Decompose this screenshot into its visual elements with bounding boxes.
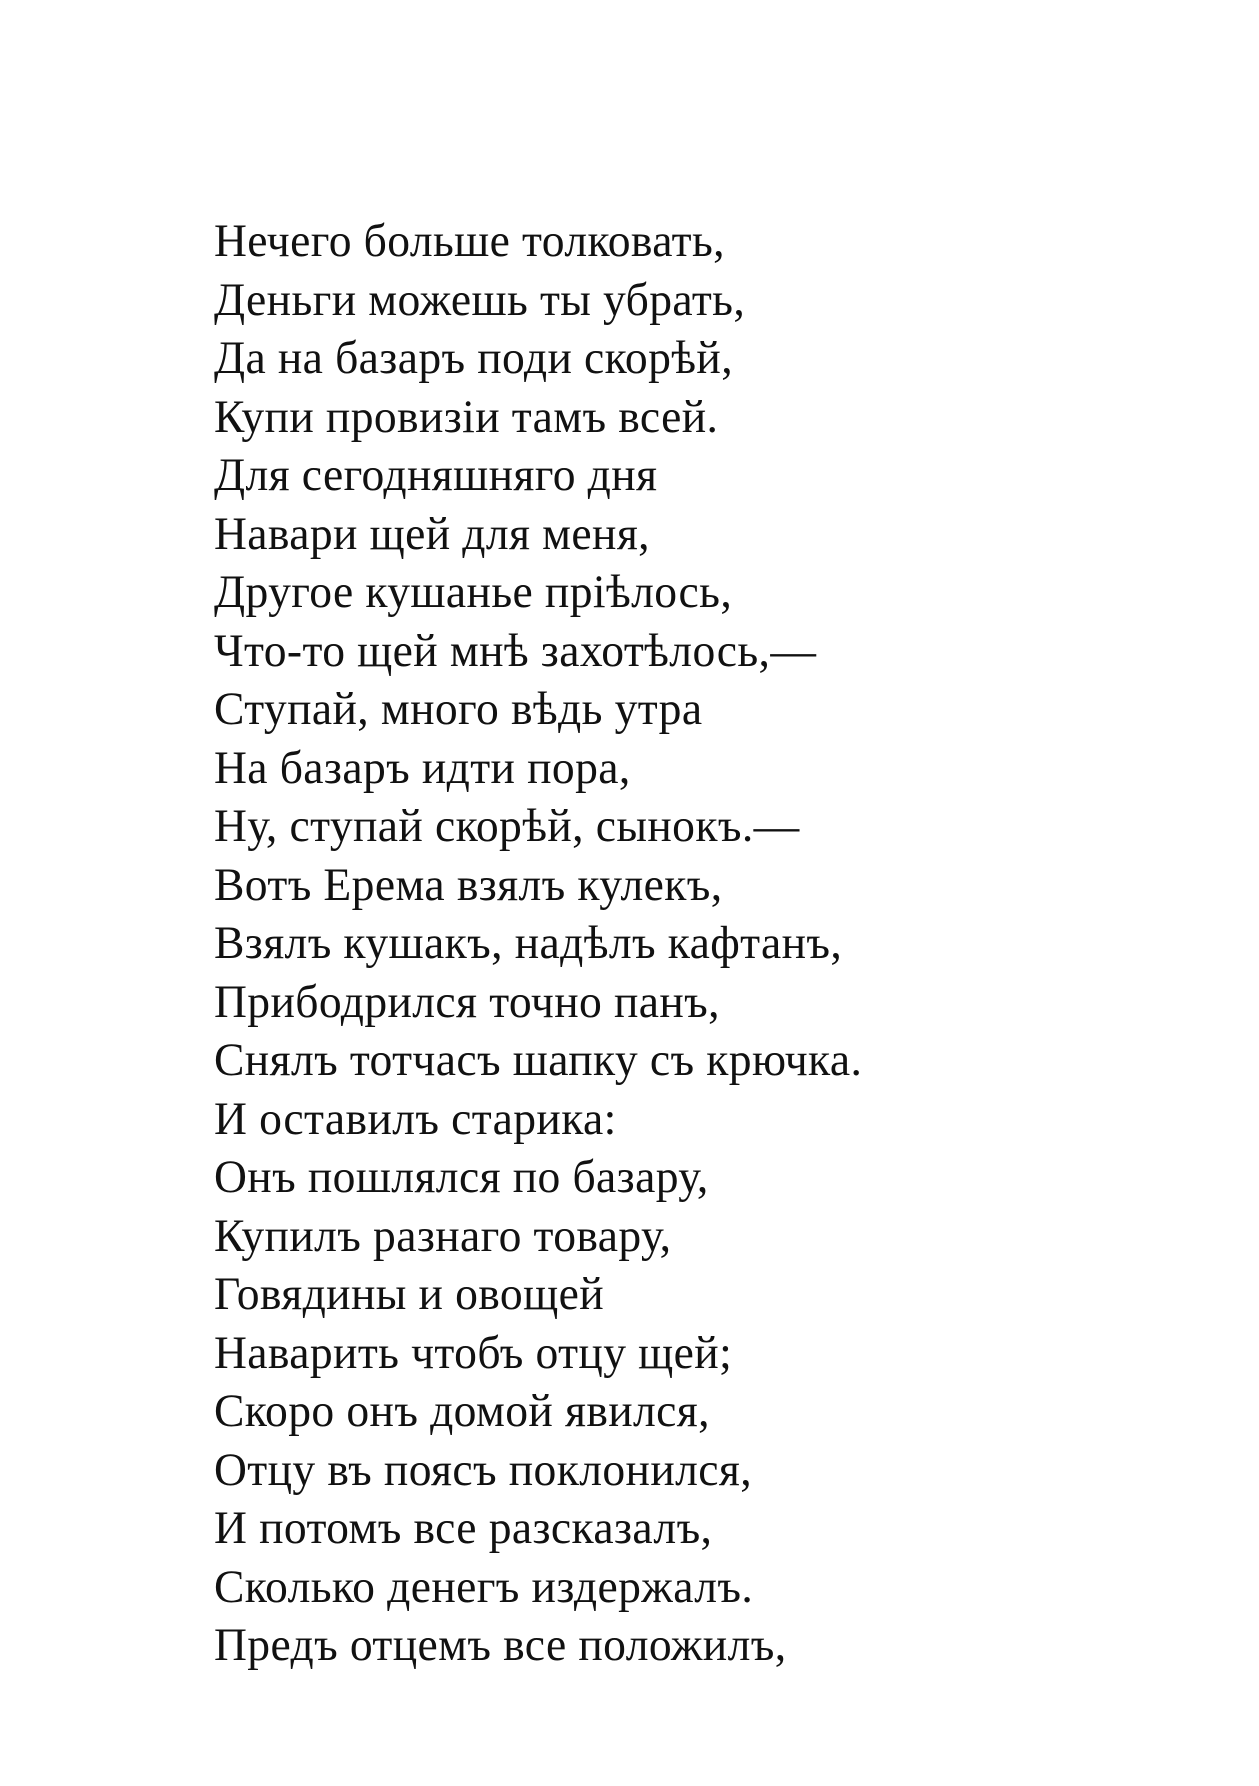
poem-line: Ну, ступай скорѣй, сынокъ.— <box>214 800 800 852</box>
poem-line: Купилъ разнаго товару, <box>214 1209 672 1262</box>
poem-line: Предъ отцемъ все положилъ, <box>214 1619 787 1671</box>
poem-line: Да на базаръ поди скорѣй, <box>214 332 733 384</box>
poem-line: Сколько денегъ издержалъ. <box>214 1560 754 1613</box>
poem-line: Ступай, много вѣдь утра <box>214 683 703 735</box>
poem-text <box>214 212 1214 1675</box>
poem-line: Навари щей для меня, <box>214 507 650 560</box>
poem-line: Наварить чтобъ отцу щей; <box>214 1326 733 1379</box>
poem-line: Взялъ кушакъ, надѣлъ кафтанъ, <box>214 917 843 969</box>
poem-line: На базаръ идти пора, <box>214 741 631 794</box>
poem-line: Деньги можешь ты убрать, <box>214 273 746 326</box>
poem-line: Нечего больше толковать, <box>214 215 725 267</box>
poem-line: Что-то щей мнѣ захотѣлось,— <box>214 624 817 677</box>
poem-line: Онъ пошлялся по базару, <box>214 1151 709 1203</box>
poem-line: Для сегодняшняго дня <box>214 449 658 501</box>
poem-line: И потомъ все разсказалъ, <box>214 1502 713 1554</box>
poem-line: Прибодрился точно панъ, <box>214 975 720 1028</box>
poem-line: Купи провизіи тамъ всей. <box>214 390 719 443</box>
poem-line: Отцу въ поясъ поклонился, <box>214 1443 753 1496</box>
poem-line: Другое кушанье пріѣлось, <box>214 566 733 618</box>
poem-line: Скоро онъ домой явился, <box>214 1385 710 1437</box>
poem-line: Снялъ тотчасъ шапку съ крючка. <box>214 1034 863 1086</box>
poem-line: И оставилъ старика: <box>214 1092 617 1145</box>
poem-line: Вотъ Ерема взялъ кулекъ, <box>214 858 723 911</box>
poem-line: Говядины и овощей <box>214 1268 605 1320</box>
